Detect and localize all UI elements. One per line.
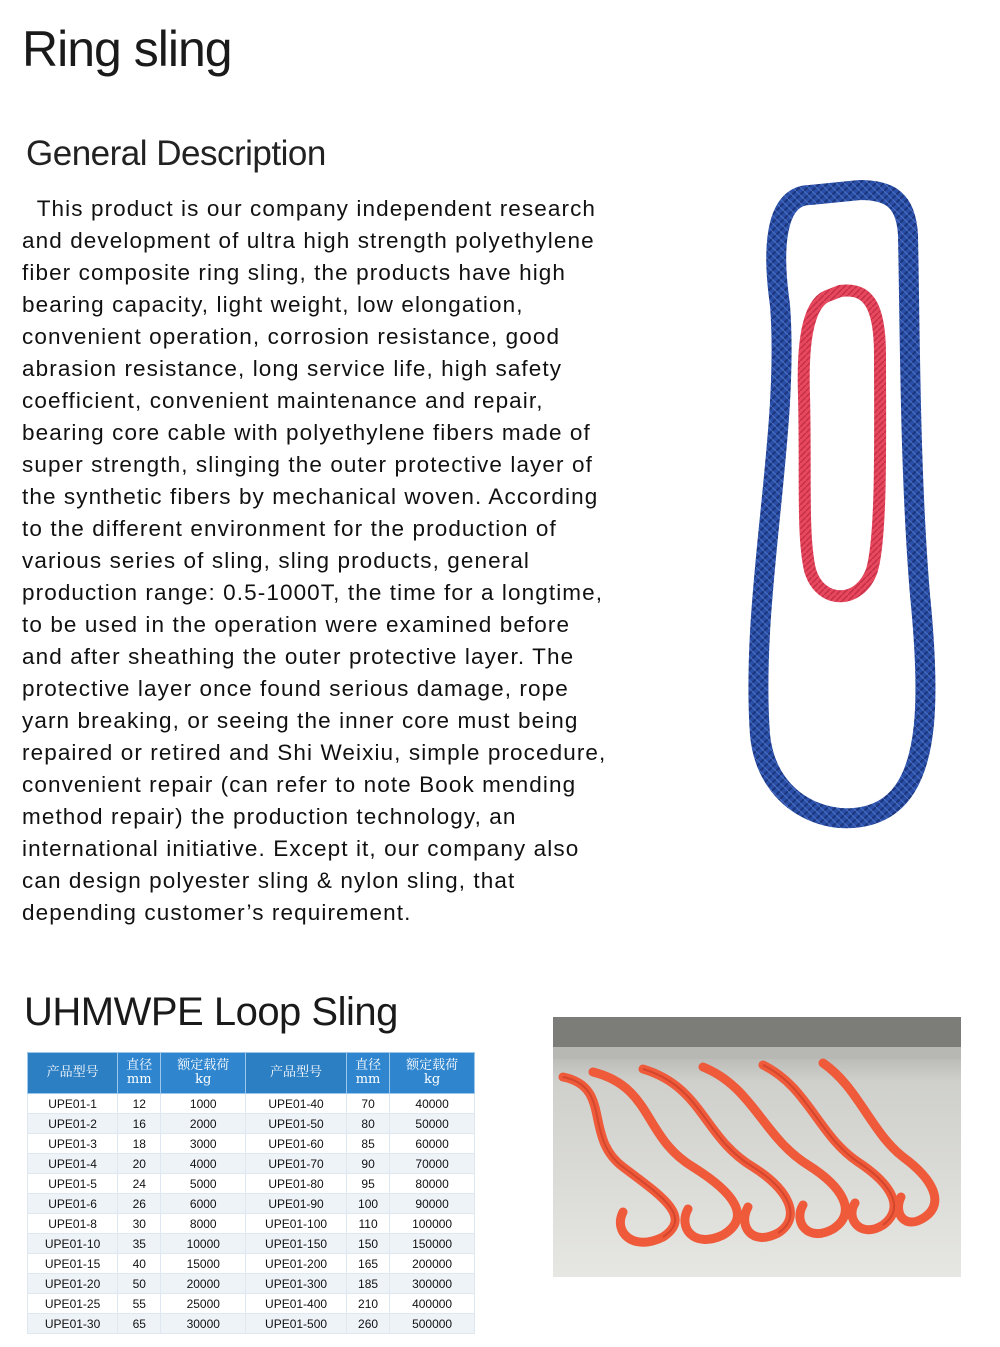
spec-table [27,1052,475,1334]
header-load-2 [390,1053,475,1094]
table-row [28,1194,475,1214]
table-cell: UPE01-3 [28,1134,118,1154]
table-cell: 5000 [161,1174,246,1194]
table-cell: 260 [346,1314,389,1334]
table-cell: 30000 [161,1314,246,1334]
table-cell: UPE01-40 [246,1094,347,1114]
table-cell: 60000 [390,1134,475,1154]
header-model-2: 产品型号 [246,1053,347,1094]
table-cell: 12 [118,1094,161,1114]
table-cell: 50 [118,1274,161,1294]
table-cell: 200000 [390,1254,475,1274]
table-cell: 3000 [161,1134,246,1154]
table-cell: 210 [346,1294,389,1314]
table-cell: UPE01-8 [28,1214,118,1234]
table-cell: UPE01-200 [246,1254,347,1274]
table-body [28,1094,475,1334]
header-load-label-2: 额定载荷 [406,1058,459,1073]
table-cell: 40000 [390,1094,475,1114]
table-row [28,1294,475,1314]
table-row [28,1154,475,1174]
table-cell: UPE01-30 [28,1314,118,1334]
table-cell: 300000 [390,1274,475,1294]
table-cell: UPE01-6 [28,1194,118,1214]
table-cell: 165 [346,1254,389,1274]
table-cell: 10000 [161,1234,246,1254]
header-diameter-2 [346,1053,389,1094]
table-cell: 26 [118,1194,161,1214]
table-cell: 25000 [161,1294,246,1314]
table-cell: 1000 [161,1094,246,1114]
table-row [28,1214,475,1234]
ring-sling-photo [740,175,980,845]
table-cell: UPE01-50 [246,1114,347,1134]
table-cell: 85 [346,1134,389,1154]
table-row [28,1274,475,1294]
header-diameter-label-2: 直径 [355,1058,382,1073]
table-cell: 6000 [161,1194,246,1214]
table-cell: UPE01-2 [28,1114,118,1134]
table-cell: 8000 [161,1214,246,1234]
table-row [28,1174,475,1194]
table-row [28,1234,475,1254]
header-load-unit-2: kg [423,1072,441,1087]
header-diameter-label: 直径 [126,1058,153,1073]
table-cell: UPE01-20 [28,1274,118,1294]
table-row [28,1134,475,1154]
table-cell: UPE01-70 [246,1154,347,1174]
table-cell: 185 [346,1274,389,1294]
table-row [28,1314,475,1334]
table-cell: 30 [118,1214,161,1234]
table-cell: 80000 [390,1174,475,1194]
table-cell: 15000 [161,1254,246,1274]
table-cell: 55 [118,1294,161,1314]
table-cell: 100000 [390,1214,475,1234]
table-cell: 150000 [390,1234,475,1254]
header-load-label: 额定载荷 [177,1058,230,1073]
table-cell: 20000 [161,1274,246,1294]
loop-slings-photo [553,1017,961,1277]
table-cell: UPE01-80 [246,1174,347,1194]
table-cell: 50000 [390,1114,475,1134]
table-cell: UPE01-60 [246,1134,347,1154]
table-cell: 16 [118,1114,161,1134]
table-cell: UPE01-150 [246,1234,347,1254]
table-cell: UPE01-300 [246,1274,347,1294]
header-model: 产品型号 [28,1053,118,1094]
table-cell: 35 [118,1234,161,1254]
table-cell: UPE01-25 [28,1294,118,1314]
header-load-unit: kg [195,1072,212,1087]
table-cell: 4000 [161,1154,246,1174]
table-cell: 80 [346,1114,389,1134]
table-cell: UPE01-90 [246,1194,347,1214]
product-table-title: UHMWPE Loop Sling [24,990,398,1034]
table-cell: 90 [346,1154,389,1174]
table-cell: 90000 [390,1194,475,1214]
table-row [28,1114,475,1134]
table-cell: 40 [118,1254,161,1274]
table-cell: UPE01-4 [28,1154,118,1174]
table-header-row [28,1053,475,1094]
table-cell: 65 [118,1314,161,1334]
table-cell: 18 [118,1134,161,1154]
description-text: This product is our company independent research and development of ultra high strength polyethylene fiber composite ring sling, the products have high bearing capacity, light weight, low elongation, convenient operation, corrosion resistance, good abrasion resistance, long service life, high safety coefficient, convenient maintenance and repair, bearing core cable with polyethylene fibers made of super strength, slinging the outer protective layer of the synthetic fibers by mechanical woven. According to the different environment for the production of various series of sling, sling products, general production range: 0.5-1000T, the time for a longtime, to be used in the operation were examined before and after sheathing the outer protective layer. The protective layer once found serious damage, rope yarn breaking, or seeing the inner core must being repaired or retired and Shi Weixiu, simple procedure, convenient repair (can refer to note Book mending method repair) the production technology, an international initiative. Except it, our company also can design polyester sling & nylon sling, that depending customer’s requirement. [22,196,607,925]
table-cell: UPE01-1 [28,1094,118,1114]
table-cell: 150 [346,1234,389,1254]
table-cell: 24 [118,1174,161,1194]
header-diameter-unit: mm [126,1072,152,1087]
section-title: General Description [26,134,326,173]
table-cell: UPE01-15 [28,1254,118,1274]
header-diameter [118,1053,161,1094]
header-diameter-unit-2: mm [355,1072,381,1087]
page-title: Ring sling [22,21,232,77]
table-cell: UPE01-5 [28,1174,118,1194]
table-cell: 400000 [390,1294,475,1314]
table-cell: 70000 [390,1154,475,1174]
table-cell: 70 [346,1094,389,1114]
header-load [161,1053,246,1094]
table-cell: UPE01-500 [246,1314,347,1334]
table-cell: 100 [346,1194,389,1214]
table-cell: UPE01-100 [246,1214,347,1234]
table-cell: 110 [346,1214,389,1234]
table-cell: 95 [346,1174,389,1194]
table-row [28,1094,475,1114]
table-row [28,1254,475,1274]
table-cell: UPE01-10 [28,1234,118,1254]
table-cell: 500000 [390,1314,475,1334]
table-cell: UPE01-400 [246,1294,347,1314]
table-cell: 20 [118,1154,161,1174]
table-cell: 2000 [161,1114,246,1134]
